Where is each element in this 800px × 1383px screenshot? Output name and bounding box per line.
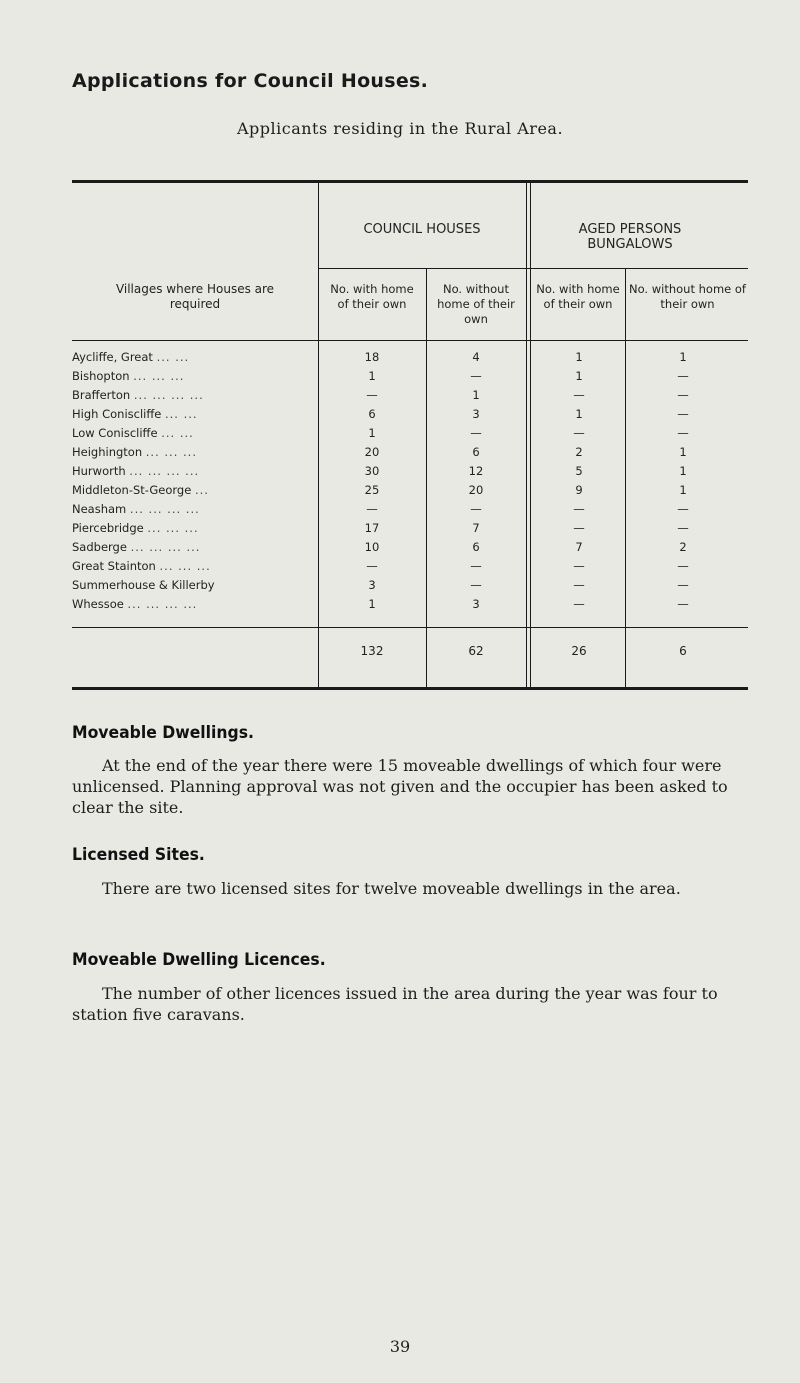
table-cell: 2	[679, 540, 687, 554]
table-cell: —	[366, 388, 378, 402]
table-cell: —	[470, 559, 482, 573]
table-row	[72, 388, 748, 403]
table-cell: 6	[472, 540, 480, 554]
village-name: High Coniscliffe	[72, 407, 162, 421]
village-name: Piercebridge	[72, 521, 144, 535]
table-cell: 18	[364, 350, 380, 364]
table-row	[72, 521, 748, 536]
village-name: Great Stainton	[72, 559, 156, 573]
section-body-dwelling-licences: The number of other licences issued in the area during the year was four to station five caravans.	[72, 984, 718, 1024]
table-row	[72, 483, 748, 498]
table-cell: 4	[472, 350, 480, 364]
section-heading-dwelling-licences: Moveable Dwelling Licences.	[72, 950, 326, 970]
table-cell: —	[677, 388, 689, 402]
leader-dots: ... ... ...	[159, 559, 211, 573]
table-row	[72, 426, 748, 441]
village-name: Middleton-St-George	[72, 483, 192, 497]
village-name: Low Coniscliffe	[72, 426, 158, 440]
table-cell: 3	[368, 578, 376, 592]
leader-dots: ... ...	[156, 350, 190, 364]
table-row	[72, 407, 748, 422]
table-cell: —	[366, 502, 378, 516]
table-cell: —	[366, 559, 378, 573]
group-header-council: COUNCIL HOUSES	[363, 222, 481, 237]
table-cell: 3	[472, 407, 480, 421]
table-cell: 5	[575, 464, 583, 478]
row-header: Villages where Houses are required	[115, 282, 275, 311]
village-name: Heighington	[72, 445, 143, 459]
table-cell: 6	[368, 407, 376, 421]
table-cell: —	[573, 521, 585, 535]
body-bottom-rule	[72, 627, 748, 628]
table-cell: 20	[364, 445, 380, 459]
section-body-licensed-sites: There are two licensed sites for twelve moveable dwellings in the area.	[102, 879, 681, 898]
table-cell: 10	[364, 540, 380, 554]
table-cell: —	[677, 559, 689, 573]
column-header-aged-with: No. with home of their own	[536, 282, 620, 311]
table-cell: —	[573, 578, 585, 592]
table-cell: 1	[368, 426, 376, 440]
table-cell: —	[470, 426, 482, 440]
leader-dots: ... ... ... ...	[129, 464, 200, 478]
leader-dots: ... ... ... ...	[130, 540, 201, 554]
table-cell: —	[677, 502, 689, 516]
table-row	[72, 464, 748, 479]
table-cell: 1	[679, 483, 687, 497]
leader-dots: ...	[194, 483, 209, 497]
group-header-aged: AGED PERSONS BUNGALOWS	[578, 222, 682, 252]
table-cell: —	[677, 426, 689, 440]
village-name: Hurworth	[72, 464, 126, 478]
page-number: 39	[389, 1337, 411, 1356]
table-row	[72, 445, 748, 460]
table-cell: 3	[472, 597, 480, 611]
village-name: Aycliffe, Great	[72, 350, 153, 364]
section-heading-moveable-dwellings: Moveable Dwellings.	[72, 723, 254, 743]
table-row	[72, 350, 748, 365]
table-cell: 1	[575, 369, 583, 383]
leader-dots: ... ... ... ...	[129, 502, 200, 516]
table-row	[72, 559, 748, 574]
village-name: Whessoe	[72, 597, 124, 611]
total-cell: 26	[571, 644, 587, 658]
table-cell: 1	[679, 350, 687, 364]
table-cell: —	[470, 578, 482, 592]
table-cell: 25	[364, 483, 380, 497]
table-cell: 1	[368, 369, 376, 383]
table-cell: —	[677, 407, 689, 421]
header-bottom-rule	[72, 340, 748, 341]
table-cell: —	[470, 369, 482, 383]
table-cell: —	[677, 369, 689, 383]
leader-dots: ... ... ... ...	[127, 597, 198, 611]
table-cell: —	[573, 426, 585, 440]
table-row	[72, 369, 748, 384]
table-cell: 1	[575, 350, 583, 364]
leader-dots: ... ... ... ...	[133, 388, 204, 402]
table-bottom-rule	[72, 687, 748, 690]
table-cell: 30	[364, 464, 380, 478]
page-subtitle: Applicants residing in the Rural Area.	[236, 119, 564, 138]
leader-dots: ... ... ...	[133, 369, 185, 383]
table-row	[72, 540, 748, 555]
table-cell: —	[573, 559, 585, 573]
group-divider-rule	[318, 268, 748, 269]
village-name: Summerhouse & Killerby	[72, 578, 215, 592]
column-header-council-without: No. without home of their own	[437, 282, 515, 326]
leader-dots: ... ... ...	[147, 521, 199, 535]
totals-row	[72, 644, 748, 659]
section-body-moveable-dwellings: At the end of the year there were 15 moveable dwellings of which four were unlicensed. Planning approval was not given and the occupier has been asked to clear the site.	[72, 756, 728, 817]
table-row	[72, 597, 748, 612]
table-row	[72, 578, 748, 593]
leader-dots: ... ...	[165, 407, 198, 421]
total-cell: 132	[360, 644, 384, 658]
table-cell: 1	[679, 464, 687, 478]
village-name: Sadberge	[72, 540, 127, 554]
table-cell: 1	[368, 597, 376, 611]
village-name: Neasham	[72, 502, 127, 516]
table-cell: 1	[472, 388, 480, 402]
column-header-aged-without: No. without home of their own	[629, 282, 746, 311]
total-cell: 62	[468, 644, 484, 658]
table-cell: 7	[472, 521, 480, 535]
table-cell: 7	[575, 540, 583, 554]
leader-dots: ... ... ...	[145, 445, 197, 459]
table-cell: 12	[468, 464, 484, 478]
table-cell: —	[677, 578, 689, 592]
table-cell: —	[677, 597, 689, 611]
table-cell: 1	[575, 407, 583, 421]
village-name: Brafferton	[72, 388, 131, 402]
table-cell: —	[470, 502, 482, 516]
applications-table	[72, 180, 748, 690]
table-cell: 1	[679, 445, 687, 459]
table-cell: 17	[364, 521, 380, 535]
section-heading-licensed-sites: Licensed Sites.	[72, 845, 205, 865]
table-cell: 2	[575, 445, 583, 459]
table-row	[72, 502, 748, 517]
page-title: Applications for Council Houses.	[72, 70, 429, 92]
leader-dots: ... ...	[161, 426, 194, 440]
table-cell: —	[573, 388, 585, 402]
table-cell: —	[677, 521, 689, 535]
table-cell: —	[573, 597, 585, 611]
table-top-rule	[72, 180, 748, 183]
column-header-council-with: No. with home of their own	[330, 282, 414, 311]
table-cell: 20	[468, 483, 484, 497]
village-name: Bishopton	[72, 369, 130, 383]
table-cell: 9	[575, 483, 583, 497]
table-cell: 6	[472, 445, 480, 459]
table-cell: —	[573, 502, 585, 516]
total-cell: 6	[679, 644, 687, 658]
